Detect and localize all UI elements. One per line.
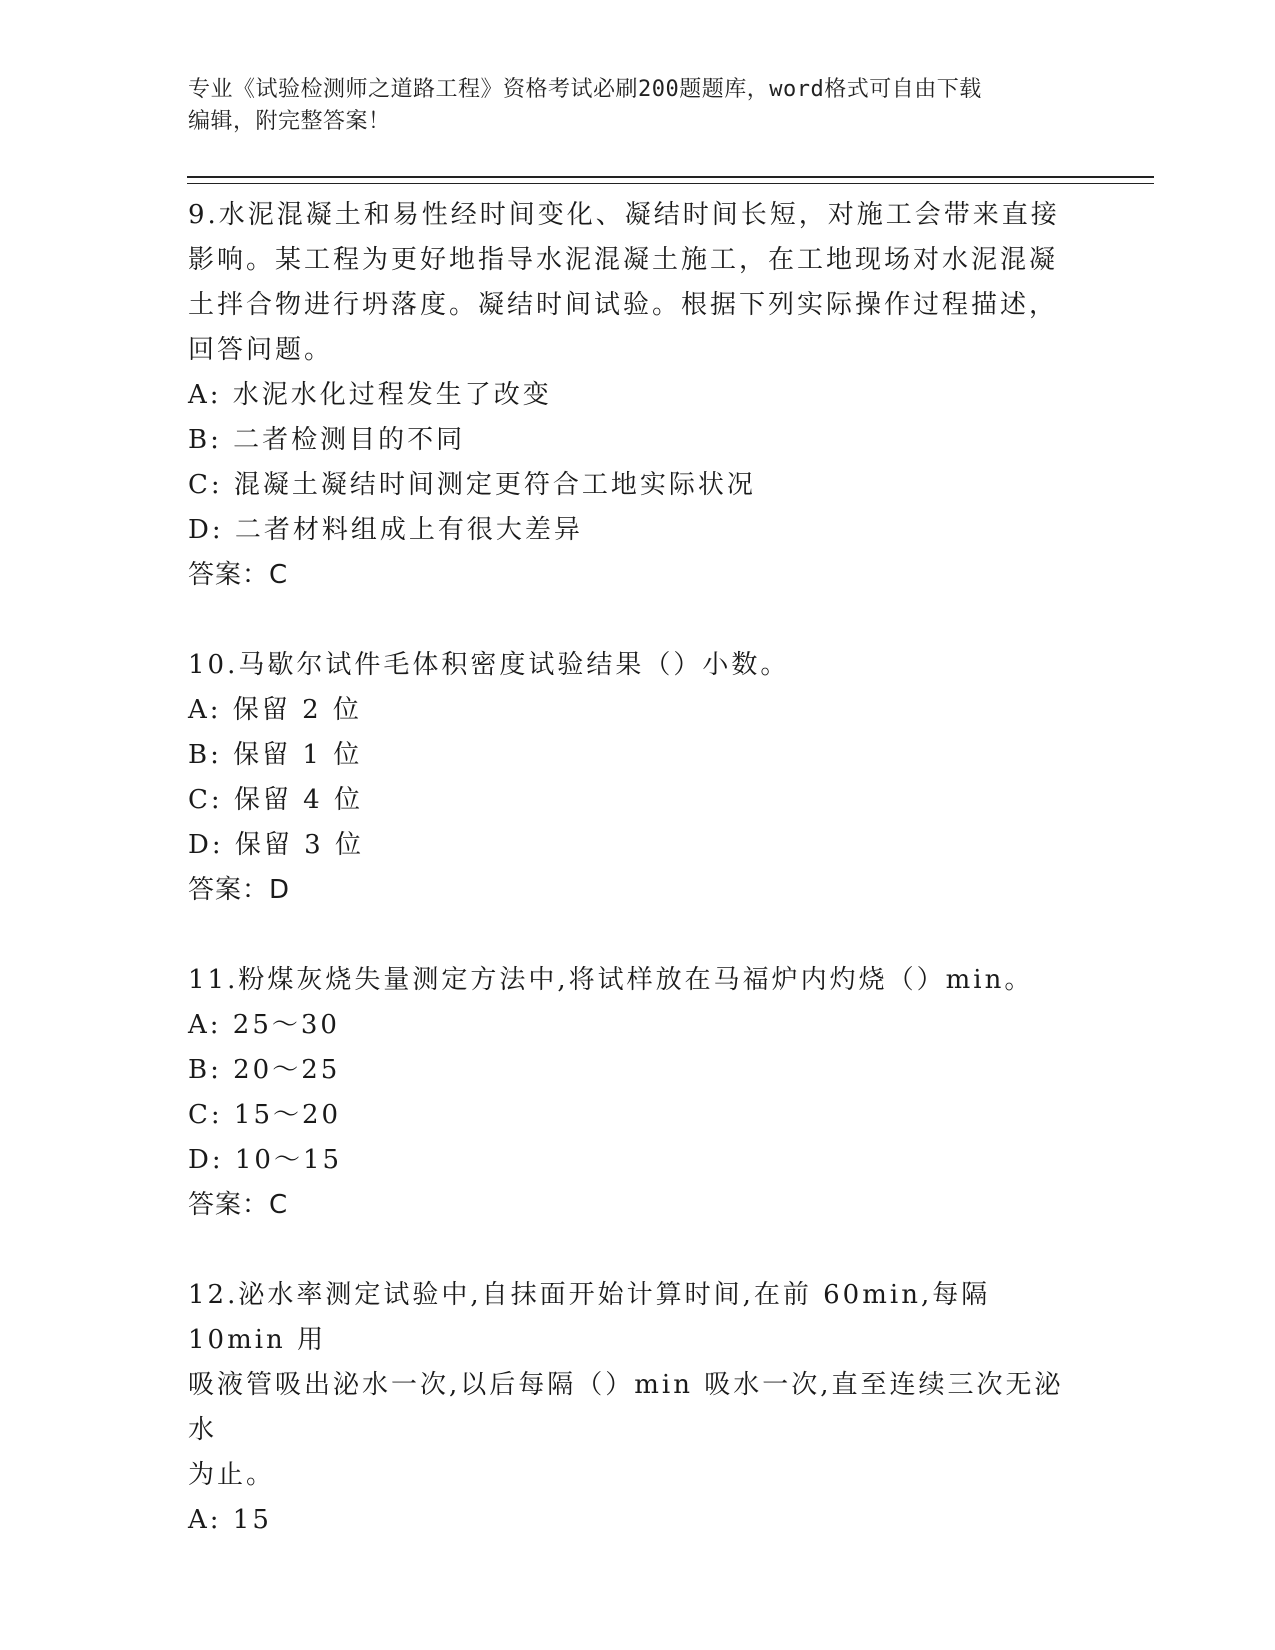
question-block <box>188 643 1088 913</box>
option-c: C: 保留 4 位 <box>188 785 363 815</box>
question-stem-line: 10.马歇尔试件毛体积密度试验结果（）小数。 <box>188 650 790 680</box>
header-divider-thick <box>187 176 1154 178</box>
option-a: A: 水泥水化过程发生了改变 <box>188 380 552 410</box>
option-a: A: 保留 2 位 <box>188 695 362 725</box>
question-stem-line: 12.泌水率测定试验中,自抹面开始计算时间,在前 60min,每隔 10min 用 <box>188 1280 1002 1355</box>
option-d: D: 保留 3 位 <box>188 830 364 860</box>
option-a: A: 25～30 <box>188 1010 340 1040</box>
option-d: D: 二者材料组成上有很大差异 <box>188 515 583 545</box>
option-b: B: 保留 1 位 <box>188 740 363 770</box>
question-block <box>188 193 1088 598</box>
option-d: D: 10～15 <box>188 1145 343 1175</box>
question-block <box>188 958 1088 1228</box>
question-stem-line: 9.水泥混凝土和易性经时间变化、凝结时间长短，对施工会带来直接 <box>188 200 1060 230</box>
question-list <box>188 193 1088 1588</box>
question-stem-line: 吸液管吸出泌水一次,以后每隔（）min 吸水一次,直至连续三次无泌水 <box>188 1370 1064 1445</box>
option-b: B: 二者检测目的不同 <box>188 425 466 455</box>
header-divider-thin <box>187 183 1154 184</box>
question-stem-line: 11.粉煤灰烧失量测定方法中,将试样放在马福炉内灼烧（）min。 <box>188 965 1034 995</box>
question-stem-line: 土拌合物进行坍落度。凝结时间试验。根据下列实际操作过程描述， <box>188 290 1059 320</box>
question-block <box>188 1273 1088 1543</box>
option-c: C: 15～20 <box>188 1100 342 1130</box>
question-stem-line: 回答问题。 <box>188 335 334 365</box>
question-stem-line: 影响。某工程为更好地指导水泥混凝土施工，在工地现场对水泥混凝 <box>188 245 1059 275</box>
option-b: B: 20～25 <box>188 1055 341 1085</box>
document-header: 专业《试验检测师之道路工程》资格考试必刷200题题库，word格式可自由下载 编辑，附完整答案！ <box>188 77 982 134</box>
option-c: C: 混凝土凝结时间测定更符合工地实际状况 <box>188 470 756 500</box>
answer-line: 答案：D <box>188 875 291 905</box>
option-a: A: 15 <box>188 1505 272 1535</box>
answer-line: 答案：C <box>188 1190 289 1220</box>
answer-line: 答案：C <box>188 560 289 590</box>
question-stem-line: 为止。 <box>188 1460 276 1490</box>
